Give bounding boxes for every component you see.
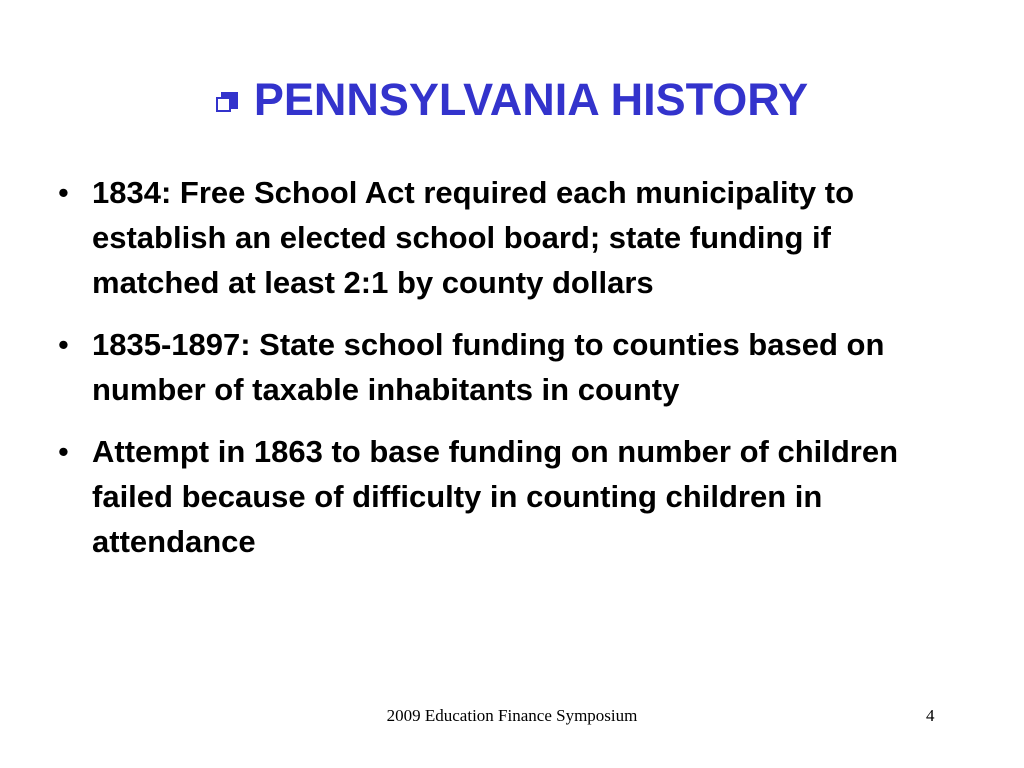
slide-title xyxy=(0,72,1024,128)
bullet-dot-icon: • xyxy=(58,327,69,362)
bullet-item xyxy=(58,170,938,305)
bullet-text: Attempt in 1863 to base funding on number of children failed because of difficulty in counting children in attendance xyxy=(92,434,899,559)
bullet-dot-icon: • xyxy=(58,175,69,210)
bullet-item xyxy=(58,429,938,564)
slide-footer: 2009 Education Finance Symposium xyxy=(386,706,638,725)
bullet-dot-icon: • xyxy=(58,434,69,469)
bullet-text: 1834: Free School Act required each municipality to establish an elected school board; state funding if matched at least 2:1 by county dollars xyxy=(92,175,855,300)
page-number: 4 xyxy=(926,706,935,725)
bullet-item xyxy=(58,322,938,412)
bullet-list xyxy=(58,170,938,581)
checkbox-bullet-icon xyxy=(216,92,238,114)
bullet-text: 1835-1897: State school funding to counties based on number of taxable inhabitants in county xyxy=(92,327,885,407)
slide-title-text: PENNSYLVANIA HISTORY xyxy=(253,74,809,125)
